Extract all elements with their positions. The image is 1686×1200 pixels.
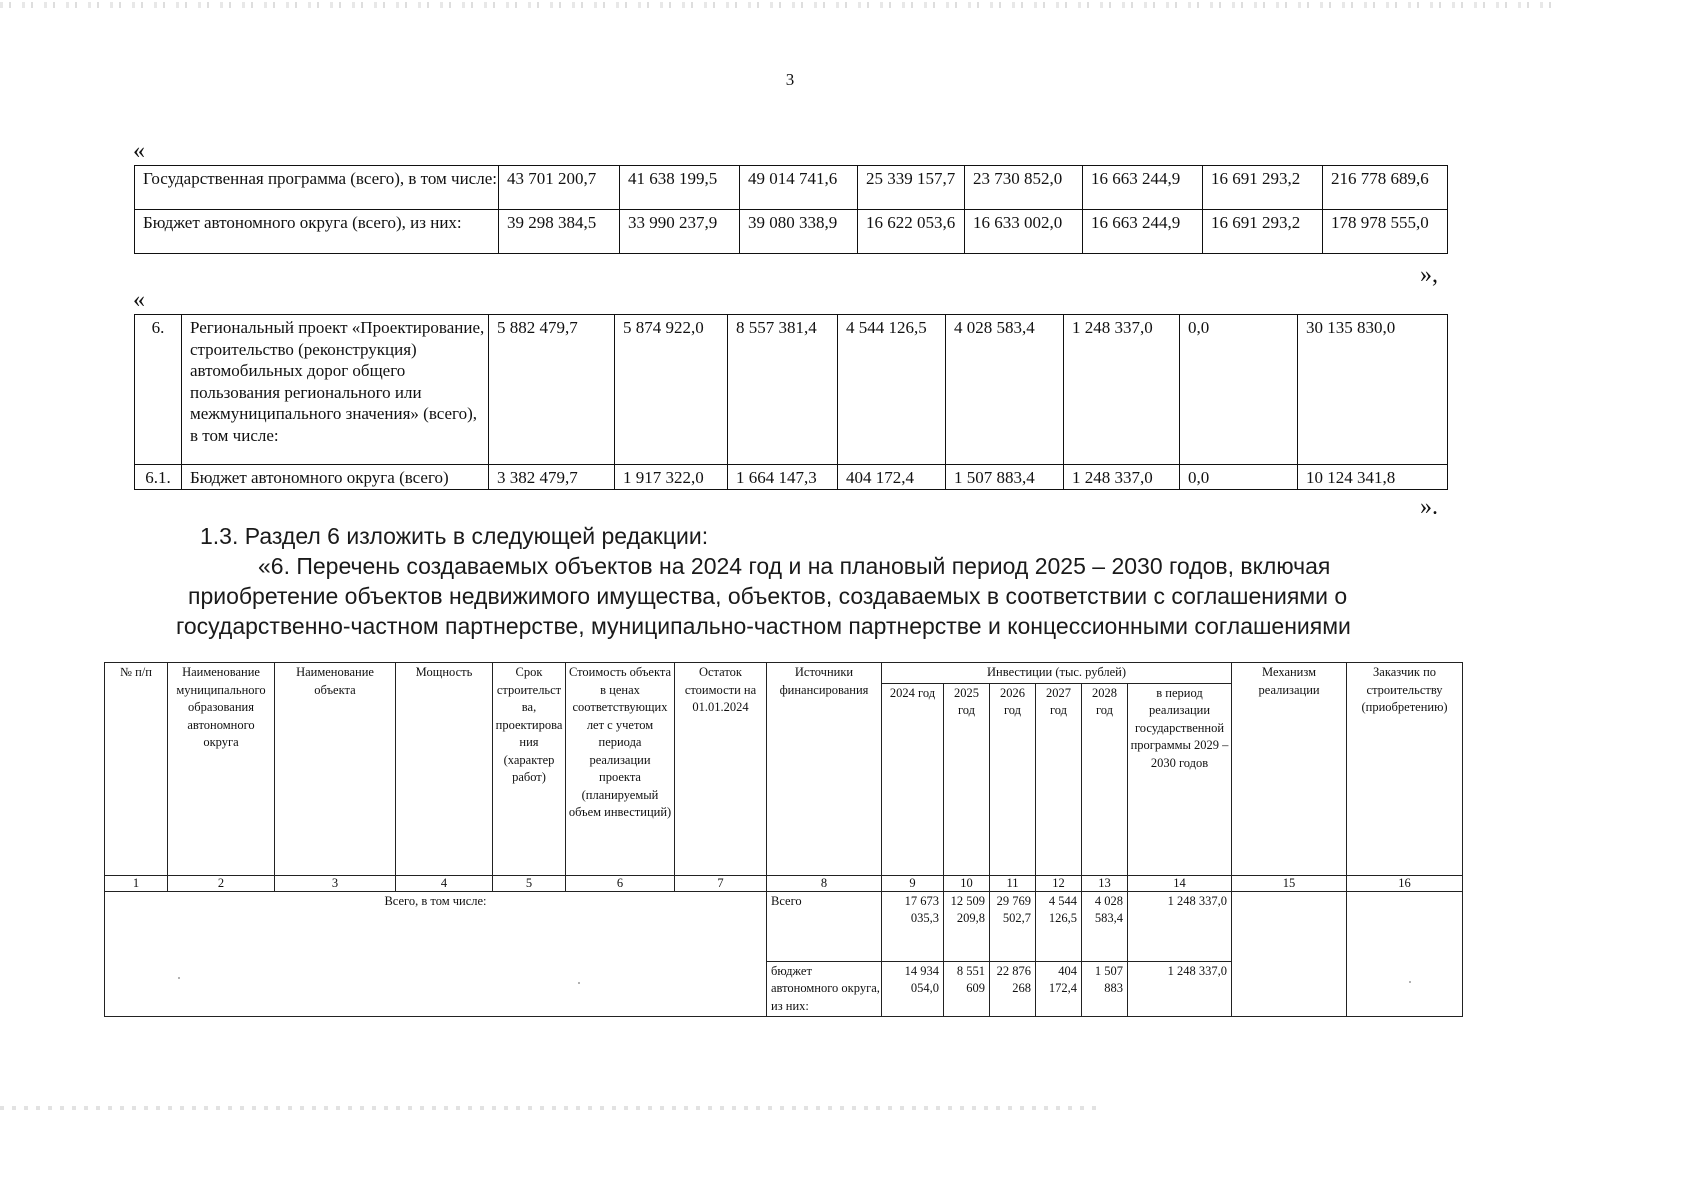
value-cell: 4 028 583,4 [946, 315, 1064, 465]
page-number: 3 [785, 70, 795, 89]
header-row [105, 663, 1463, 684]
value-cell: 41 638 199,5 [620, 166, 740, 210]
column-header: 2024 год [882, 683, 944, 875]
column-header: 2027 год [1036, 683, 1082, 875]
table-row [135, 315, 1448, 465]
value-cell: 16 663 244,9 [1083, 166, 1203, 210]
value-cell: 16 663 244,9 [1083, 210, 1203, 254]
value-cell: 5 874 922,0 [615, 315, 728, 465]
column-header: Стоимость объекта в ценах соответствующих лет с учетом периода реализации проекта (планируемый объем инвестиций) [566, 663, 675, 876]
column-header: Остаток стоимости на 01.01.2024 [675, 663, 767, 876]
column-header: 2026 год [990, 683, 1036, 875]
value-cell: 16 691 293,2 [1203, 210, 1323, 254]
value-cell: 1 248 337,0 [1128, 891, 1232, 961]
column-number: 2 [168, 875, 275, 891]
column-header: Наименование объекта [275, 663, 396, 876]
value-cell: 1 507 883,4 [946, 465, 1064, 490]
column-header: Инвестиции (тыс. рублей) [882, 663, 1232, 684]
value-cell: 39 080 338,9 [740, 210, 858, 254]
budget-table-b [134, 314, 1448, 490]
value-cell: 33 990 237,9 [620, 210, 740, 254]
value-cell: 8 557 381,4 [728, 315, 838, 465]
column-number: 13 [1082, 875, 1128, 891]
column-number: 3 [275, 875, 396, 891]
source-cell: Всего [767, 891, 882, 961]
column-number: 10 [944, 875, 990, 891]
column-header: Механизм реализации [1232, 663, 1347, 876]
row-label: Бюджет автономного округа (всего) [182, 465, 489, 490]
value-cell: 4 028 583,4 [1082, 891, 1128, 961]
value-cell: 10 124 341,8 [1298, 465, 1448, 490]
column-header: 2025 год [944, 683, 990, 875]
value-cell: 0,0 [1180, 465, 1298, 490]
value-cell: 4 544 126,5 [1036, 891, 1082, 961]
column-number: 11 [990, 875, 1036, 891]
source-cell: бюджет автономного округа, из них: [767, 961, 882, 1017]
scan-edge-bottom [0, 1106, 1100, 1110]
table-row [135, 210, 1448, 254]
column-number: 16 [1347, 875, 1463, 891]
value-cell: 25 339 157,7 [858, 166, 965, 210]
column-number: 4 [396, 875, 493, 891]
column-number: 8 [767, 875, 882, 891]
scan-edge-top [0, 2, 1561, 8]
value-cell: 0,0 [1180, 315, 1298, 465]
total-label: Всего, в том числе: [105, 891, 767, 1017]
column-header: Срок строительства, проектирования (характер работ) [493, 663, 566, 876]
column-header: Источники финансирования [767, 663, 882, 876]
column-number: 7 [675, 875, 767, 891]
value-cell: 4 544 126,5 [838, 315, 946, 465]
column-number: 9 [882, 875, 944, 891]
column-header: 2028 год [1082, 683, 1128, 875]
opening-quote: « [133, 287, 145, 313]
value-cell: 23 730 852,0 [965, 166, 1083, 210]
row-number: 6. [135, 315, 182, 465]
scan-speck [578, 982, 580, 984]
value-cell: 29 769 502,7 [990, 891, 1036, 961]
budget-table-a [134, 165, 1448, 254]
value-cell: 16 633 002,0 [965, 210, 1083, 254]
value-cell: 1 248 337,0 [1128, 961, 1232, 1017]
closing-quote: », [1420, 262, 1438, 288]
value-cell: 404 172,4 [1036, 961, 1082, 1017]
value-cell: 12 509 209,8 [944, 891, 990, 961]
scan-speck [1409, 981, 1411, 983]
value-cell: 1 248 337,0 [1064, 315, 1180, 465]
column-number: 12 [1036, 875, 1082, 891]
value-cell: 1 248 337,0 [1064, 465, 1180, 490]
value-cell: 22 876 268 [990, 961, 1036, 1017]
column-header: № п/п [105, 663, 168, 876]
value-cell: 43 701 200,7 [499, 166, 620, 210]
row-number: 6.1. [135, 465, 182, 490]
value-cell: 8 551 609 [944, 961, 990, 1017]
value-cell: 49 014 741,6 [740, 166, 858, 210]
value-cell: 30 135 830,0 [1298, 315, 1448, 465]
customer-cell [1347, 891, 1463, 1017]
value-cell: 14 934 054,0 [882, 961, 944, 1017]
column-number: 6 [566, 875, 675, 891]
value-cell: 1 664 147,3 [728, 465, 838, 490]
opening-quote: « [133, 138, 145, 164]
column-header: Мощность [396, 663, 493, 876]
value-cell: 39 298 384,5 [499, 210, 620, 254]
row-label: Государственная программа (всего), в том числе: [135, 166, 499, 210]
section-title-line: приобретение объектов недвижимого имущества, объектов, создаваемых в соответствии с соглашениями о [188, 583, 1348, 609]
section-title-line: «6. Перечень создаваемых объектов на 2024 год и на плановый период 2025 – 2030 годов, включая [258, 553, 1331, 579]
column-number: 1 [105, 875, 168, 891]
closing-quote: ». [1420, 494, 1438, 520]
mechanism-cell [1232, 891, 1347, 1017]
column-header: Заказчик по строительству (приобретению) [1347, 663, 1463, 876]
table-row [135, 166, 1448, 210]
value-cell: 3 382 479,7 [489, 465, 615, 490]
value-cell: 1 917 322,0 [615, 465, 728, 490]
value-cell: 1 507 883 [1082, 961, 1128, 1017]
table-row [135, 465, 1448, 490]
objects-table [104, 662, 1463, 1017]
value-cell: 216 778 689,6 [1323, 166, 1448, 210]
row-label: Региональный проект «Проектирование, строительство (реконструкция) автомобильных дорог общего пользования регионального или межмуниципального значения» (всего), в том числе: [182, 315, 489, 465]
section-title-line: государственно-частном партнерстве, муниципально-частном партнерстве и концессионными соглашениями [176, 613, 1351, 639]
value-cell: 16 691 293,2 [1203, 166, 1323, 210]
scan-speck [178, 977, 180, 979]
column-number: 14 [1128, 875, 1232, 891]
value-cell: 5 882 479,7 [489, 315, 615, 465]
value-cell: 17 673 035,3 [882, 891, 944, 961]
section-heading: 1.3. Раздел 6 изложить в следующей редакции: [200, 523, 709, 549]
value-cell: 404 172,4 [838, 465, 946, 490]
column-header: Наименование муниципального образования автономного округа [168, 663, 275, 876]
column-number: 15 [1232, 875, 1347, 891]
table-row [105, 891, 1463, 961]
value-cell: 178 978 555,0 [1323, 210, 1448, 254]
column-number-row [105, 875, 1463, 891]
column-header: в период реализации государственной программы 2029 – 2030 годов [1128, 683, 1232, 875]
value-cell: 16 622 053,6 [858, 210, 965, 254]
column-number: 5 [493, 875, 566, 891]
row-label: Бюджет автономного округа (всего), из них: [135, 210, 499, 254]
